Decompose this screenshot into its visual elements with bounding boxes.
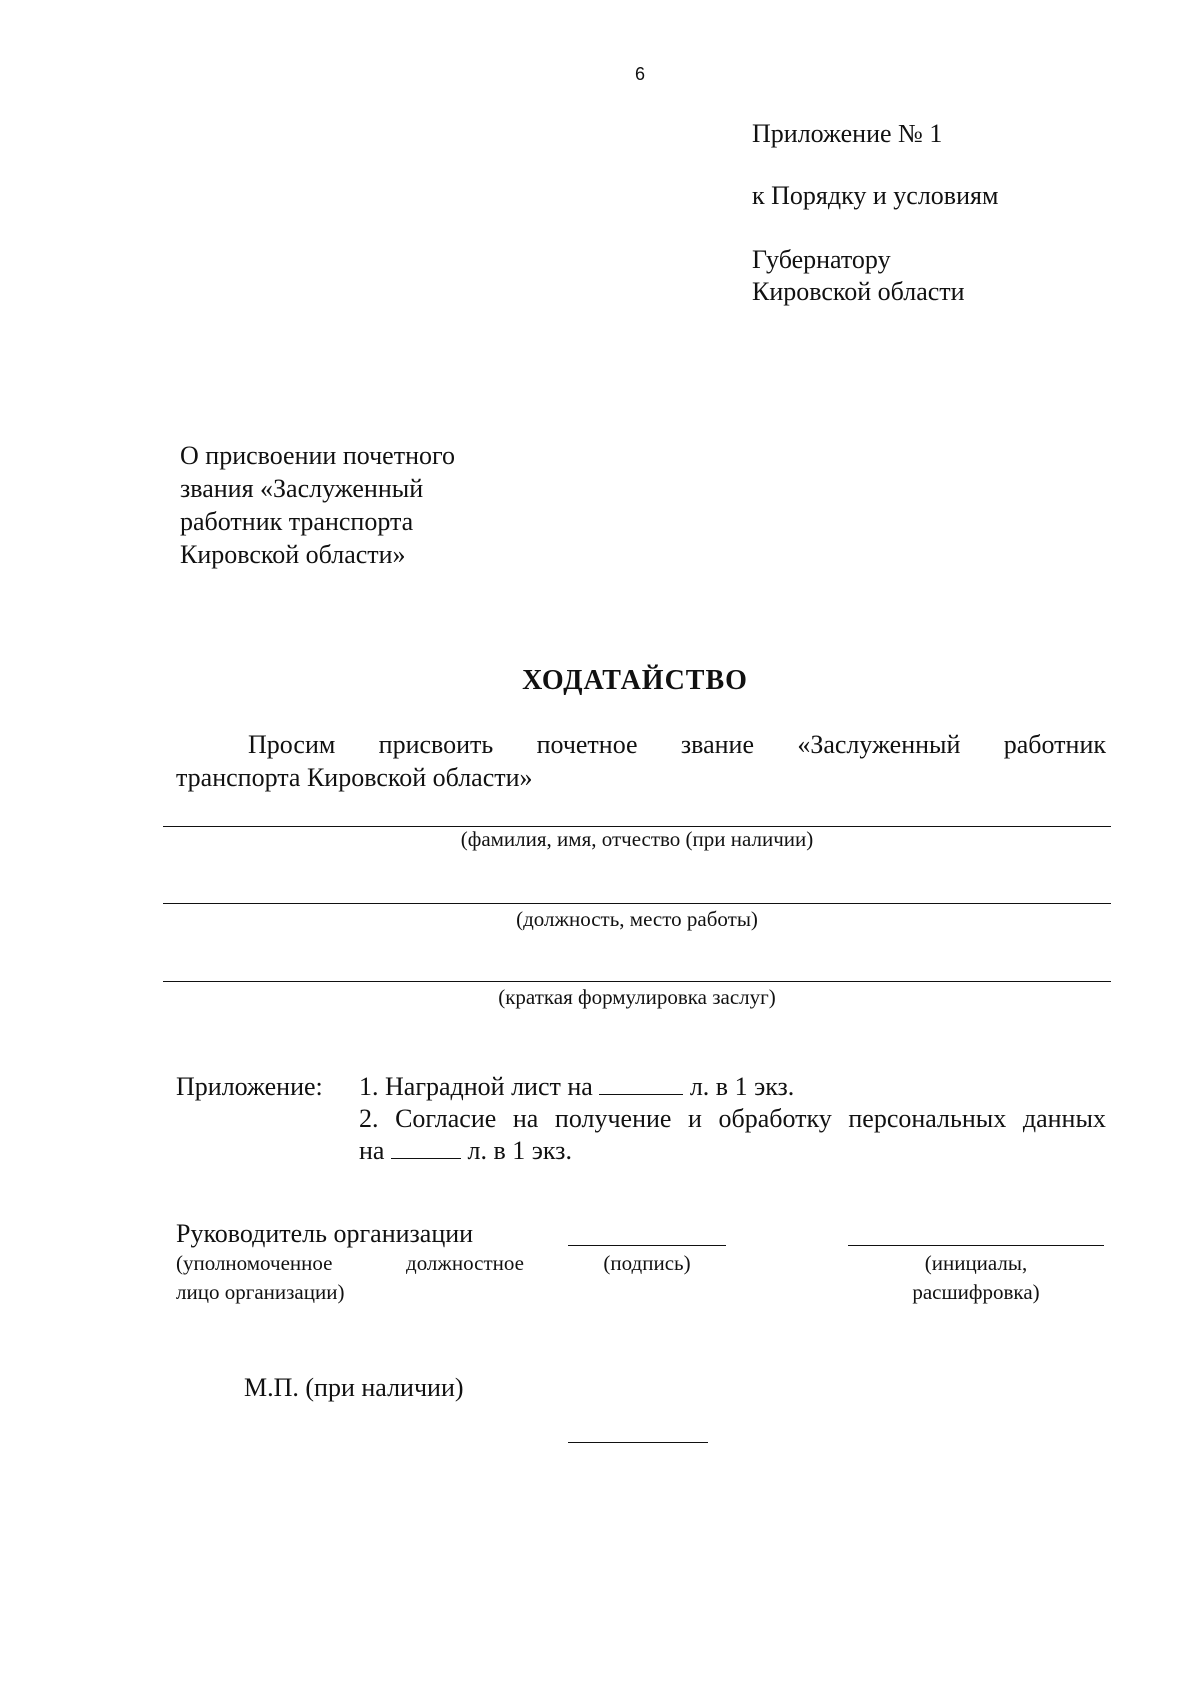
initials-line — [848, 1245, 1104, 1246]
merits-line — [163, 981, 1111, 982]
full-name-caption: (фамилия, имя, отчество (при наличии) — [460, 827, 814, 851]
petition-word: присвоить — [378, 730, 494, 759]
attachments-label: Приложение: — [176, 1072, 323, 1101]
initials-caption-line-1: (инициалы, — [924, 1251, 1028, 1275]
attachment-word: обработку — [718, 1104, 832, 1133]
appendix-reference: к Порядку и условиям — [752, 181, 999, 210]
petition-text-line-1 — [248, 729, 1106, 761]
attachment-item-2-continued — [359, 1135, 572, 1167]
petition-text-line-2: транспорта Кировской области» — [176, 763, 533, 792]
signature-line — [568, 1245, 726, 1246]
head-of-organization-label: Руководитель организации — [176, 1219, 474, 1248]
petition-word: почетное — [536, 730, 638, 759]
attachment-word: персональных — [848, 1104, 1007, 1133]
subject-line-1: О присвоении почетного — [180, 441, 455, 470]
attachment-item-2 — [359, 1103, 1106, 1135]
addressee-line-2: Кировской области — [752, 277, 965, 306]
sheet-count-blank-1 — [599, 1072, 683, 1095]
subject-line-3: работник транспорта — [180, 507, 414, 536]
attachment-word: данных — [1022, 1104, 1106, 1133]
petition-word: работник — [1003, 730, 1106, 759]
subject-line-4: Кировской области» — [180, 540, 406, 569]
stamp-place: М.П. (при наличии) — [244, 1373, 464, 1402]
attachment-word: на — [512, 1104, 539, 1133]
signature-caption: (подпись) — [603, 1251, 691, 1275]
position-line — [163, 903, 1111, 904]
attachment-word: 2. — [359, 1104, 379, 1133]
attachment-item-2-cont-suffix: л. в 1 экз. — [467, 1136, 572, 1165]
document-title: ХОДАТАЙСТВО — [522, 665, 748, 696]
appendix-number: Приложение № 1 — [752, 119, 943, 148]
attachment-item-1 — [359, 1071, 794, 1103]
authorized-person-line-2: лицо организации) — [176, 1280, 345, 1304]
addressee-line-1: Губернатору — [752, 245, 891, 274]
petition-word: Просим — [248, 730, 336, 759]
authorized-word: (уполномоченное — [176, 1251, 333, 1275]
initials-caption-line-2: расшифровка) — [912, 1280, 1040, 1304]
authorized-person-line-1 — [176, 1250, 524, 1276]
merits-caption: (краткая формулировка заслуг) — [498, 985, 776, 1009]
sheet-count-blank-2 — [391, 1136, 461, 1159]
authorized-word: должностное — [406, 1251, 524, 1275]
attachment-word: получение — [554, 1104, 672, 1133]
subject-line-2: звания «Заслуженный — [180, 474, 424, 503]
attachment-item-1-prefix: 1. Наградной лист на — [359, 1072, 593, 1101]
attachment-word: и — [688, 1104, 702, 1133]
end-separator — [568, 1442, 708, 1443]
attachment-item-1-suffix: л. в 1 экз. — [689, 1072, 795, 1101]
petition-word: звание — [680, 730, 755, 759]
position-caption: (должность, место работы) — [516, 907, 758, 931]
page-number: 6 — [634, 64, 645, 84]
attachment-item-2-cont-prefix: на — [359, 1136, 385, 1165]
petition-word: «Заслуженный — [797, 730, 961, 759]
attachment-word: Согласие — [395, 1104, 497, 1133]
